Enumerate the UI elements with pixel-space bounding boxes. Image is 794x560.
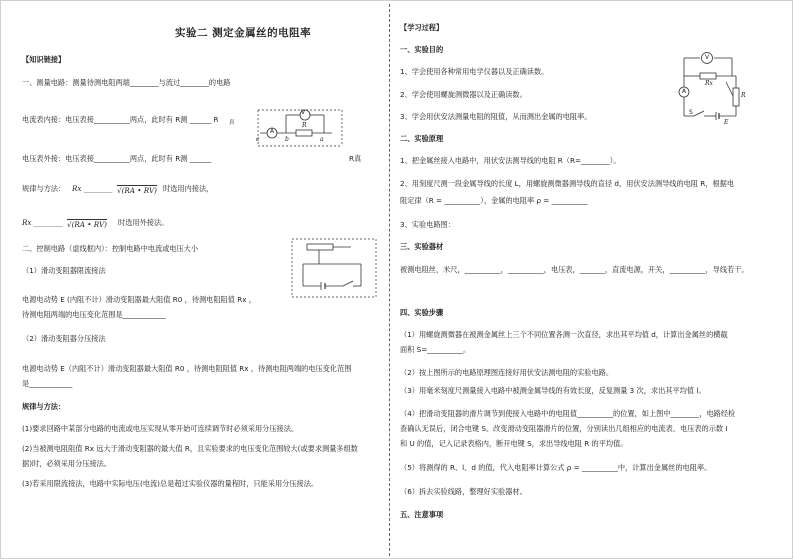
- ammeter-internal-text: 电流表内接：电压表接__________两点，此时有 R测 ______ R: [22, 115, 219, 124]
- divider-connection-text-a: 电源电动势 E（内阻不计）滑动变阻器最大阻值 R0 ，待测电阻阻值 Rx ，待测电阻两端的电压变化范围: [22, 364, 352, 373]
- rule1-sqrt: √(RA • RV): [117, 186, 157, 195]
- principle-2b: 阻定律（R = __________），金属的电阻率 ρ = __________: [400, 196, 588, 205]
- voltmeter-external-true: R真: [349, 154, 362, 163]
- node-b-label: b: [285, 136, 289, 143]
- principle-2a: 2、用刻度尺测一段金属导线的长度 L，用螺旋测微器测导线的直径 d，用伏安法测导线的电阻 R，根据电: [400, 179, 735, 188]
- process-section-heading: 【学习过程】: [400, 23, 444, 32]
- step-4b: 查确认无误后，闭合电键 S。改变滑动变阻器滑片的位置，分别读出几组相应的电流表、电压表的示数 I: [400, 424, 728, 433]
- rheostat-r-label: R: [741, 92, 746, 99]
- principle-3: 3、实验电路图：: [400, 220, 455, 229]
- rx-resistor-icon: [700, 73, 716, 79]
- rheostat-r-icon: [733, 88, 739, 106]
- step-4c: 和 U 的值，记入记录表格内，断开电键 S，求出导线电阻 R 的平均值。: [400, 439, 628, 448]
- notes-heading: 五、注意事项: [400, 510, 444, 519]
- voltmeter-label: V: [301, 109, 306, 116]
- voltmeter-external-text: 电压表外接：电压表接__________两点，此时有 R测 ______: [22, 154, 212, 163]
- step-1a: （1）用螺旋测微器在被测金属丝上三个不同位置各测一次直径，求出其平均值 d，计算出金属丝的横截: [400, 330, 728, 339]
- goal-2: 2、学会使用螺旋测微器以及正确读数。: [400, 90, 527, 99]
- steps-heading: 四、实验步骤: [400, 308, 444, 317]
- rule2-suffix: 时选用外接法。: [118, 218, 169, 227]
- limiting-connection-text-a: 电源电动势 E (内阻不计）滑动变阻器最大阻值 R0 ，待测电阻阻值 Rx ，: [22, 295, 256, 304]
- step-4a: （4）把滑动变阻器的滑片调节到使接入电路中的电阻值__________的位置，如上图中________，电路经检: [400, 409, 736, 418]
- right-ammeter-label: A: [682, 88, 687, 95]
- switch-s-label: S: [689, 109, 693, 116]
- control-circuit-text: 二、控制电路（虚线框内）：控制电路中电流或电压大小: [22, 244, 199, 253]
- divider-connection-heading: （2）滑动变阻器分压接法: [22, 334, 106, 343]
- rule-item-2a: (2)当被测电阻阻值 Rx 远大于滑动变阻器的最大值 R，且实验要求的电压变化范围较大(或要求测量多组数: [22, 444, 358, 453]
- goal-3: 3、学会用伏安法测量电阻的阻值，从而测出金属的电阻率。: [400, 112, 592, 121]
- resistor-icon: [296, 130, 312, 136]
- ammeter-label: A: [270, 128, 275, 135]
- rx-label: Rx: [705, 80, 713, 87]
- right-voltmeter-label: V: [705, 54, 710, 61]
- node-a-label: a: [320, 136, 324, 143]
- control-circuit-diagram: [289, 236, 379, 300]
- rule-item-2b: 据)时，必须采用分压接法。: [22, 459, 112, 468]
- rules-heading: 规律与方法：: [22, 402, 66, 411]
- knowledge-section-heading: 【知识链接】: [22, 55, 66, 64]
- step-2: （2）按上图所示的电路原理图连接好用伏安法测电阻的实验电路。: [400, 368, 614, 377]
- ammeter-internal-subscript: 真: [229, 120, 235, 126]
- node-c-label: c: [256, 136, 260, 143]
- step-3: （3）用毫米刻度尺测量接入电路中被测金属导线的有效长度，反复测量 3 次，求出其平均值 l。: [400, 386, 706, 395]
- resistor-label: R: [302, 122, 307, 129]
- rheostat-icon: [307, 244, 333, 250]
- rule-item-3: (3)若采用限流接法，电路中实际电压(电流)总是超过实验仪器的量程时，只能采用分压接法。: [22, 479, 319, 488]
- limiting-connection-text-b: 待测电阻两端的电压变化范围是____________: [22, 310, 166, 319]
- limiting-connection-heading: （1）滑动变阻器限流接法: [22, 266, 106, 275]
- goals-heading: 一、实验目的: [400, 45, 444, 54]
- principle-heading: 二、实验原理: [400, 134, 444, 143]
- rule2-sqrt: √(RA • RV): [67, 220, 107, 229]
- materials-heading: 三、实验器材: [400, 242, 444, 251]
- step-6: （6）拆去实验线路，整理好实验器材。: [400, 487, 527, 496]
- step-5: （5）将测得的 R、l、d 的值，代入电阻率计算公式 ρ = __________中，计算出金属丝的电阻率。: [400, 463, 712, 472]
- rule1-prefix: Rx ________: [72, 184, 113, 193]
- column-divider: [389, 4, 390, 556]
- divider-connection-text-b: 是____________: [22, 379, 73, 388]
- principle-1: 1、把金属丝接入电路中，用伏安法测导线的电阻 R（R=________）。: [400, 156, 621, 165]
- rule1-suffix: 时选用内接法，: [163, 184, 214, 193]
- rule-intro: 规律与方法：: [22, 184, 66, 193]
- battery-e-label: E: [724, 119, 729, 126]
- page-title: 实验二 测定金属丝的电阻率: [175, 27, 312, 39]
- goal-1: 1、学会使用各种常用电学仪器以及正确读数。: [400, 67, 549, 76]
- rule-item-1: (1)要求回路中某部分电路的电流或电压实现从零开始可连续调节时必须采用分压接法。: [22, 424, 299, 433]
- step-1b: 面积 S=__________。: [400, 345, 471, 354]
- measurement-circuit-text: 一、测量电路：测量待测电阻两端________与流过________的电路: [22, 78, 231, 87]
- rule2-prefix: Rx ________: [22, 218, 63, 227]
- materials-text: 被测电阻丝，米尺，__________，__________，电压表，_______，直流电源，开关，__________，导线若干。: [400, 265, 749, 274]
